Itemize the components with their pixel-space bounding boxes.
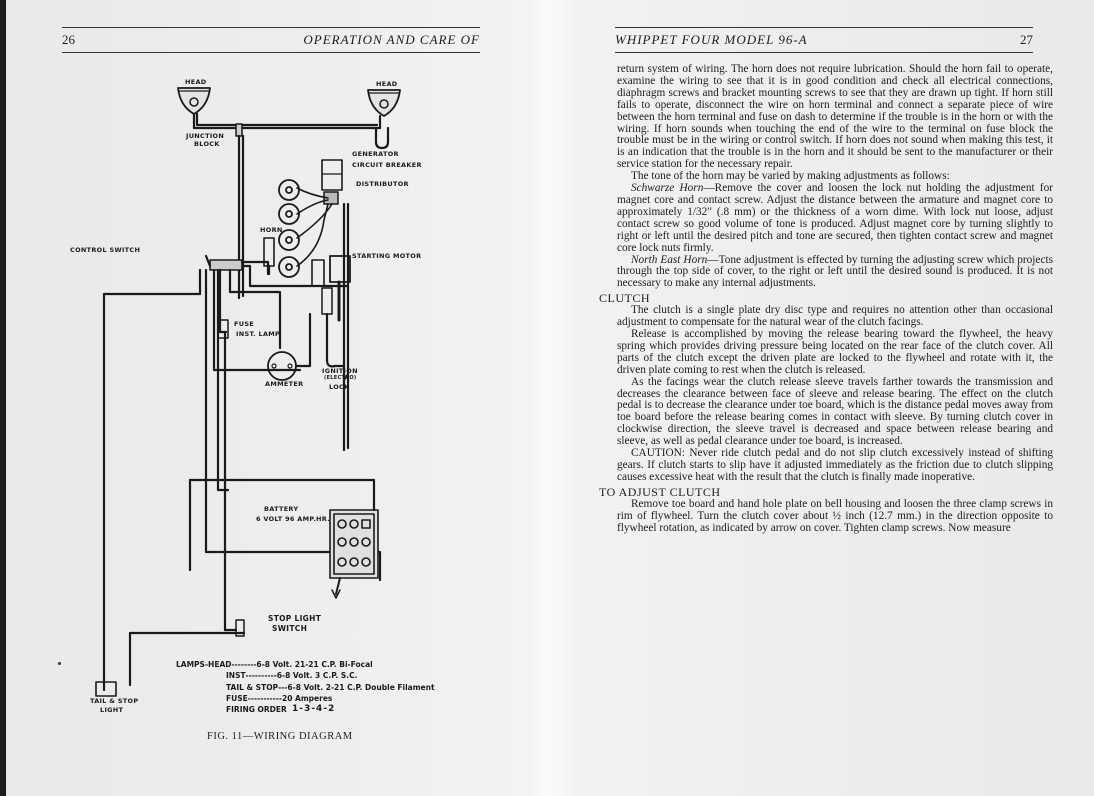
headlamp-right-icon bbox=[368, 90, 400, 116]
label-ammeter: AMMETER bbox=[265, 380, 304, 388]
label-ignition: IGNITION bbox=[322, 367, 358, 375]
label-stop-light: STOP LIGHT bbox=[268, 614, 322, 623]
spec-key: LAMPS-HEAD bbox=[176, 660, 232, 669]
paragraph-lead: Schwarze Horn bbox=[631, 182, 704, 195]
page-number: 26 bbox=[62, 32, 75, 47]
spec-value: 6-8 Volt. 2-21 C.P. Double Filament bbox=[287, 682, 435, 692]
label-head-left: HEAD bbox=[185, 78, 207, 86]
label-battery: BATTERY bbox=[264, 505, 299, 513]
running-title: OPERATION AND CARE OF bbox=[303, 32, 480, 47]
left-page bbox=[6, 0, 547, 796]
label-tail-stop: TAIL & STOP bbox=[90, 697, 139, 705]
paragraph: The clutch is a single plate dry disc type and requires no attention other than occasional adjustment to compensate for the natural wear of the clutch facings. bbox=[617, 304, 1053, 329]
paragraph: Schwarze Horn—Remove the cover and loosen the lock nut holding the adjustment for magnet core and contact screw. Adjust the distance between the armature and magnet core to approximately 1/32" (.8 mm) or the thickness of a worn dime. With lock nut loose, adjust contact screw so good volume of tone is produced. Adjust magnet core by turning slightly to right or left until the desired pitch and tone are secured, then tighten contact screw and magnet core lock nuts firmly. bbox=[617, 182, 1053, 254]
label-junction-block-2: BLOCK bbox=[194, 140, 220, 148]
label-circuit-breaker: CIRCUIT BREAKER bbox=[352, 161, 422, 169]
label-control-switch: CONTROL SWITCH bbox=[70, 246, 141, 254]
spec-leader: --- bbox=[278, 682, 288, 692]
page-number: 27 bbox=[1020, 32, 1033, 47]
label-battery-spec: 6 VOLT 96 AMP.HR. bbox=[256, 515, 330, 523]
section-heading: CLUTCH bbox=[599, 291, 650, 306]
spec-row bbox=[176, 693, 435, 704]
spec-key: INST bbox=[226, 671, 246, 681]
paragraph-lead: North East Horn bbox=[631, 253, 708, 266]
spec-row bbox=[176, 670, 435, 681]
right-page-body bbox=[599, 63, 1053, 535]
lamp-specs bbox=[176, 659, 435, 715]
paragraph: The tone of the horn may be varied by making adjustments as follows: bbox=[631, 170, 950, 183]
paragraph: As the facings wear the clutch release sleeve travels farther towards the transmission and decreases the clearance between face of sleeve and release bearing. The effect on the clutch pedal is to decrease the clearance under toe board, which is the distance pedal moves away from toe board before the release bearing comes in contact with sleeve. By turning clutch cover in clockwise direction, the sleeve travel is decreased and space between release bearing and sleeve, as well as pedal clearance under toe board, is increased. bbox=[617, 375, 1053, 448]
spec-key: TAIL & STOP bbox=[226, 682, 279, 692]
spec-key: FIRING ORDER bbox=[226, 705, 287, 715]
label-stop-light-switch: SWITCH bbox=[272, 624, 308, 633]
label-tail-stop-light: LIGHT bbox=[100, 706, 124, 714]
left-page-header bbox=[62, 27, 480, 53]
paragraph: CAUTION: Never ride clutch pedal and do not slip clutch excessively instead of shifting gears. If clutch starts to slip have it adjusted immediately as the friction due to clutch slipping causes excessive heat with the result that the clutch is finally made inoperative. bbox=[617, 447, 1053, 483]
firing-order-value: 1-3-4-2 bbox=[292, 704, 336, 715]
label-generator: GENERATOR bbox=[352, 150, 399, 158]
label-junction-block: JUNCTION bbox=[186, 132, 225, 140]
spec-row bbox=[176, 704, 435, 715]
right-page-header bbox=[615, 27, 1033, 53]
paragraph: Release is accomplished by moving the release bearing toward the flywheel, the heavy spring which provides driving pressure being located on the rear face of the clutch cover. All parts of the clutch except the driven plate are locked to the flywheel and rotate with it, the driven plate coming to rest when the clutch is released. bbox=[617, 328, 1053, 376]
paragraph: North East Horn—Tone adjustment is effected by turning the adjusting screw which projects through the top side of cover, to the right or left until the desired sound is produced. It is not necessary to make any internal adjustments. bbox=[617, 253, 1053, 290]
section-heading: TO ADJUST CLUTCH bbox=[599, 484, 721, 499]
spec-value: 20 Amperes bbox=[282, 693, 333, 703]
spec-row bbox=[176, 682, 435, 693]
label-ignition-electro: (ELECTRO) bbox=[324, 375, 357, 381]
battery-icon bbox=[330, 510, 378, 598]
spec-value: 6-8 Volt. 21-21 C.P. Bi-Focal bbox=[256, 660, 373, 669]
spec-leader: ----------- bbox=[247, 693, 282, 703]
label-horn: HORN bbox=[260, 226, 283, 234]
spec-leader: -------- bbox=[231, 660, 257, 669]
paragraph: Remove toe board and hand hole plate on bell housing and loosen the three clamp screws in rim of flywheel. Turn the clutch cover about ½ inch (12.7 mm.) in the direction opposite to flywheel rotation, as indicated by arrow on cover. Tighten clamp screws. Now measure bbox=[617, 497, 1053, 534]
headlamp-left-icon bbox=[178, 88, 210, 114]
spec-leader: ---------- bbox=[245, 671, 277, 681]
right-page bbox=[547, 0, 1094, 796]
figure-caption: FIG. 11—WIRING DIAGRAM bbox=[207, 731, 353, 742]
label-distributor: DISTRIBUTOR bbox=[356, 180, 409, 188]
label-inst-lamp: INST. LAMP bbox=[236, 330, 281, 338]
label-fuse: FUSE bbox=[234, 320, 255, 328]
spec-key: FUSE bbox=[226, 693, 248, 703]
spec-value: 6-8 Volt. 3 C.P. S.C. bbox=[276, 671, 358, 681]
label-ignition-lock: LOCK bbox=[329, 383, 350, 391]
running-title: WHIPPET FOUR MODEL 96-A bbox=[615, 32, 808, 47]
label-head-right: HEAD bbox=[376, 80, 398, 88]
label-starting-motor: STARTING MOTOR bbox=[352, 252, 422, 260]
spec-row bbox=[176, 659, 435, 670]
paragraph: return system of wiring. The horn does not require lubrication. Should the horn fail to operate, examine the wiring to see that it is in good condition and check all electrical connections, diaphragm screws and bracket mounting screws to see that they are drawn up tight. If horn still fails to operate, disconnect the wire on horn terminal and connect a separate piece of wire between the horn terminal and fuse on dash to determine if the trouble is in the horn or with the wiring. If horn sounds when touching the end of the wire to the terminal on fuse block the trouble must be in the wiring or control switch. If horn does not sound when making this test, it is an indication that the trouble is in the horn and it should be sent to the manufacturer or their service station for the necessary repair. bbox=[617, 63, 1053, 171]
